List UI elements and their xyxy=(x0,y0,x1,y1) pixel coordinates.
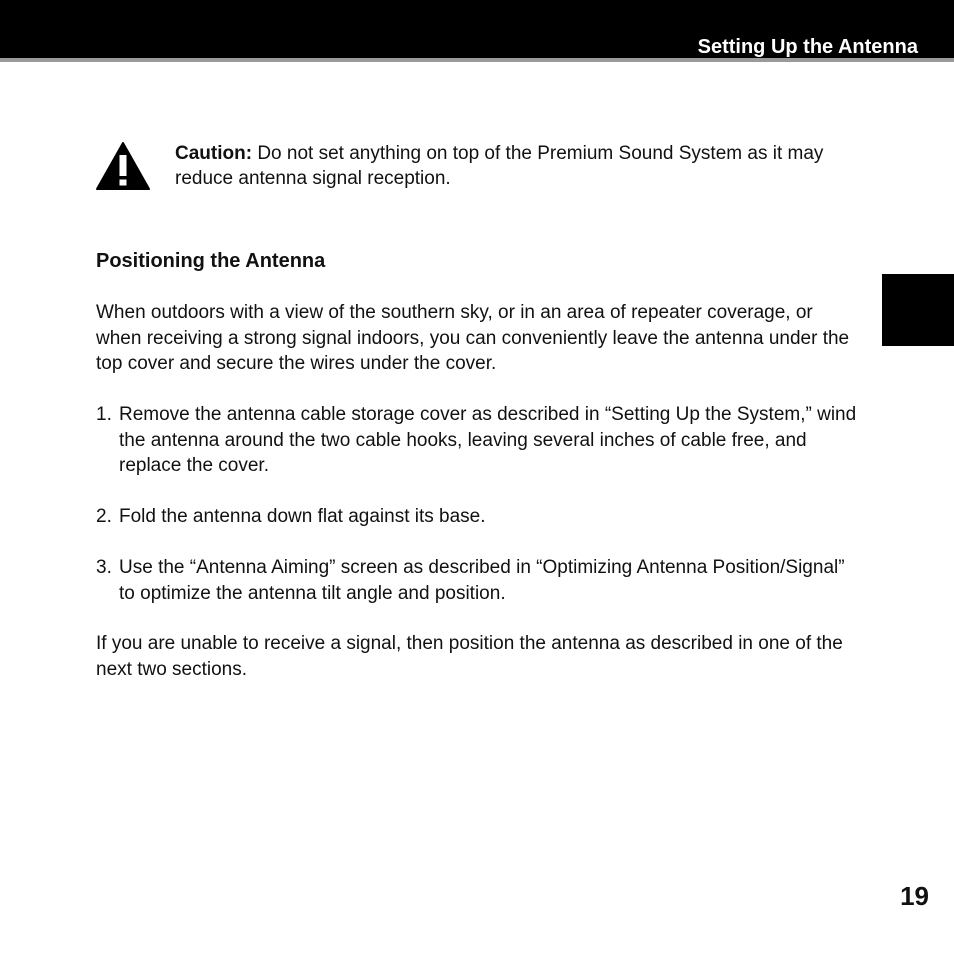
step-number: 3. xyxy=(96,557,112,578)
chapter-tab-marker xyxy=(882,274,954,346)
intro-paragraph: When outdoors with a view of the southern sky, or in an area of repeater coverage, or when receiving a strong signal indoors, you can conveniently leave the antenna under the top cover and secure the wires under the cover. xyxy=(96,302,850,374)
step-item xyxy=(96,402,862,479)
step-number: 2. xyxy=(96,506,112,527)
running-header-title: Setting Up the Antenna xyxy=(697,36,918,58)
step-text: Use the “Antenna Aiming” screen as described in “Optimizing Antenna Position/Signal” to optimize the antenna tilt angle and position. xyxy=(119,557,845,604)
closing-paragraph: If you are unable to receive a signal, then position the antenna as described in one of the next two sections. xyxy=(96,633,843,680)
caution-text xyxy=(175,141,865,191)
step-item xyxy=(96,555,862,606)
step-item xyxy=(96,504,862,530)
page-number: 19 xyxy=(900,881,929,911)
step-number: 1. xyxy=(96,404,112,425)
steps-list xyxy=(96,402,862,632)
warning-triangle-icon xyxy=(96,141,150,191)
step-text: Fold the antenna down flat against its base. xyxy=(119,506,486,527)
step-text: Remove the antenna cable storage cover as described in “Setting Up the System,” wind the antenna around the two cable hooks, leaving several inches of cable free, and replace the cover. xyxy=(119,404,857,476)
caution-label: Caution: xyxy=(175,143,253,164)
caution-message: Do not set anything on top of the Premium Sound System as it may reduce antenna signal reception. xyxy=(175,143,824,189)
section-heading: Positioning the Antenna xyxy=(96,250,326,272)
